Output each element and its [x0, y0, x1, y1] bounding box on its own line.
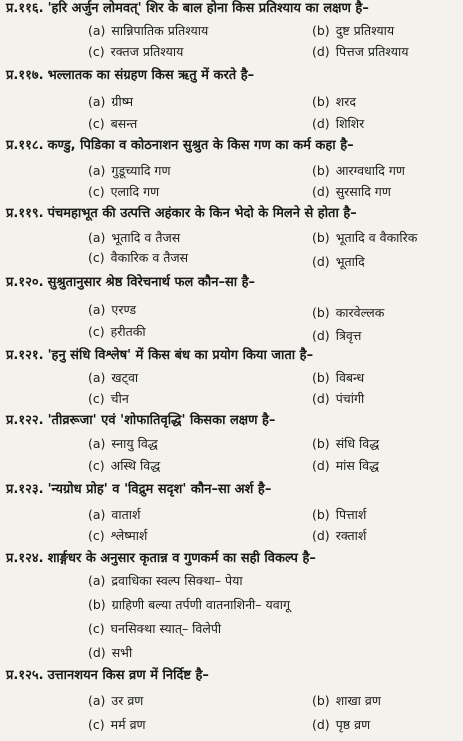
question-number: प्र.१२३. [6, 482, 44, 497]
question-body: कण्डु, पिडिका व कोठनाशन सुश्रुत के किस गण का कर्म कहा है– [47, 138, 354, 153]
option-a: (a) सान्निपातिक प्रतिश्याय [88, 23, 209, 38]
question-body: पंचमहाभूत की उत्पत्ति अहंकार के किन भेदो के मिलने से होता है– [47, 206, 357, 221]
option-c: (c) अस्थि विद्ध [88, 458, 161, 473]
option-c: (c) मर्म व्रण [88, 717, 146, 732]
option-d: (d) भूतादि [312, 254, 365, 269]
option-c: (c) एलादि गण [88, 184, 160, 199]
option-d: (d) पित्तज प्रतिश्याय [312, 44, 409, 59]
option-c: (c) श्लेष्मार्श [88, 528, 148, 543]
question-number: प्र.१२०. [6, 275, 44, 290]
question-text [6, 551, 316, 567]
option-d: (d) पृष्ठ व्रण [312, 717, 371, 732]
option-b: (b) शरद [312, 94, 356, 109]
question-number: प्र.१२२. [6, 413, 44, 428]
option-d: (d) शिशिर [312, 116, 365, 131]
question-text [6, 413, 275, 429]
question-text [6, 68, 254, 84]
option-a: (a) खट्‌वा [88, 370, 139, 385]
question-text [6, 206, 357, 222]
option-b: (b) कारवेल्लक [312, 305, 385, 320]
question-number: प्र.१२४. [6, 551, 44, 566]
option-c: (c) हरीतकी [88, 324, 146, 339]
question-body: उत्तानशयन किस व्रण में निर्दिष्ट है– [47, 668, 209, 683]
option-a: (a) भूतादि व तैजस [88, 230, 181, 245]
option-a: (a) एरण्ड [88, 302, 137, 317]
option-b: (b) शाखा व्रण [312, 693, 381, 708]
option-d: (d) त्रिवृत्त [312, 328, 362, 343]
option-a: (a) उर व्रण [88, 693, 144, 708]
question-text [6, 668, 209, 684]
question-body: भल्लातक का संग्रहण किस ऋतु में करते है– [47, 68, 255, 83]
option-c: (c) चीन [88, 391, 129, 406]
question-body: 'न्यग्रोध प्रोह' व 'विद्रुम सदृश' कौन–सा अर्श है– [47, 482, 272, 497]
option-b: (b) ग्राहिणी बल्या तर्पणी वातनाशिनी– यवागू [88, 597, 290, 612]
question-body: 'तीव्ररूजा' एवं 'शोफातिवृद्धि' किसका लक्षण है– [47, 413, 276, 428]
option-d: (d) मांस विद्ध [312, 458, 380, 473]
question-body: 'हरि अर्जुन लोमवत्' शिर के बाल होना किस प्रतिश्याय का लक्षण है– [47, 1, 369, 16]
option-b: (b) भूतादि व वैकारिक [312, 230, 418, 245]
question-text [6, 1, 369, 17]
option-c: (c) बसन्त [88, 116, 138, 131]
question-body: 'हनु संधि विश्लेष' में किस बंध का प्रयोग किया जाता है– [47, 348, 314, 363]
question-body: सुश्रुतानुसार श्रेष्ठ विरेचनार्थ फल कौन–सा है– [47, 275, 256, 290]
option-a: (a) ग्रीष्म [88, 94, 134, 109]
question-number: प्र.११७. [6, 68, 44, 83]
option-d: (d) सुरसादि गण [312, 184, 391, 199]
question-number: प्र.११६. [6, 1, 44, 16]
option-b: (b) पित्तार्श [312, 507, 367, 522]
question-number: प्र.१२१. [6, 348, 44, 363]
question-text [6, 138, 354, 154]
option-c: (c) घनसिक्था स्यात्– विलेपी [88, 621, 222, 636]
option-d: (d) सभी [88, 645, 133, 660]
question-body: शार्ङ्गधर के अनुसार कृतान्न व गुणकर्म का सही विकल्प है– [47, 551, 316, 566]
question-number: प्र.११८. [6, 138, 44, 153]
option-a: (a) द्रवाधिका स्वल्प सिक्था– पेया [88, 573, 243, 588]
option-c: (c) वैकारिक व तैजस [88, 250, 189, 265]
question-number: प्र.१२५. [6, 668, 44, 683]
option-c: (c) रक्तज प्रतिश्याय [88, 44, 184, 59]
option-b: (b) दुष्ट प्रतिश्याय [312, 23, 395, 38]
question-text [6, 348, 313, 364]
option-a: (a) स्नायु विद्ध [88, 436, 158, 451]
question-text [6, 275, 255, 291]
option-a: (a) वातार्श [88, 507, 141, 522]
question-text [6, 482, 271, 498]
option-d: (d) रक्तार्श [312, 528, 367, 543]
option-d: (d) पंचांगी [312, 391, 365, 406]
option-a: (a) गुडूच्यादि गण [88, 163, 171, 178]
option-b: (b) संधि विद्ध [312, 436, 380, 451]
question-number: प्र.११९. [6, 206, 44, 221]
option-b: (b) विबन्ध [312, 370, 365, 385]
option-b: (b) आरग्वधादि गण [312, 163, 405, 178]
